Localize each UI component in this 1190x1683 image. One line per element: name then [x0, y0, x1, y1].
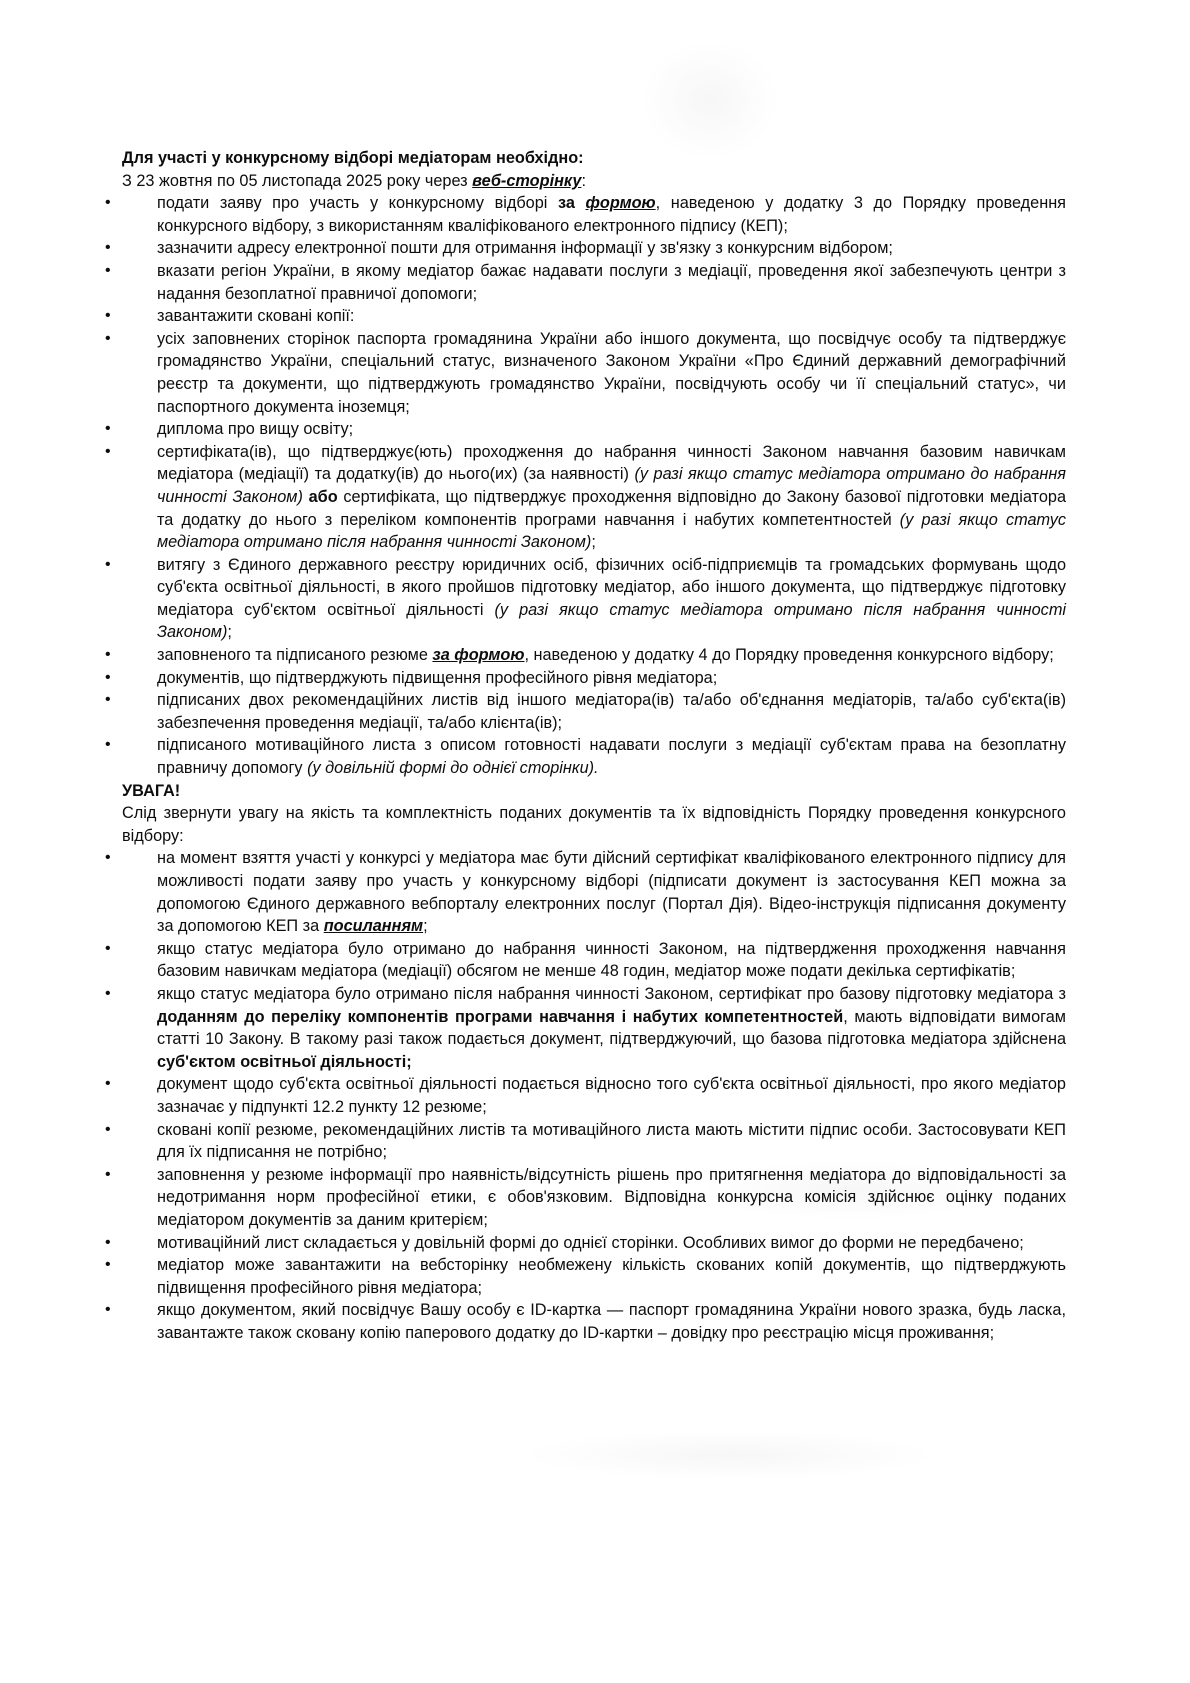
text-run: документів, що підтверджують підвищення професійного рівня медіатора; [157, 668, 718, 687]
text-run: сертифіката, що підтверджує проходження відповідно до Закону базової підготовки медіатора та додатку до нього з переліком компонентів програми навчання і набутих компетентностей [157, 487, 1067, 529]
list-item [122, 1299, 1066, 1344]
intro-prefix: З 23 жовтня по 05 листопада 2025 року через [122, 171, 473, 190]
intro-suffix: : [581, 171, 586, 190]
list-item [122, 328, 1066, 418]
scan-artifact [520, 1430, 940, 1480]
text-run: , наведеною у додатку 3 до Порядку проведення конкурсного відбору, з використанням кваліфікованого електронного підпису (КЕП); [157, 194, 1066, 235]
text-run: якщо документом, який посвідчує Вашу особу є ID-картка — паспорт громадянина України нового зразка, будь ласка, завантажте також сковану копію паперового додатку до ID-картки – довідку про реєстрацію місця проживання; [157, 1301, 1066, 1342]
text-run: ; [423, 917, 428, 936]
text-run: документ щодо суб'єкта освітньої діяльності подається відносно того суб'єкта освітньої діяльності, про якого медіатор зазначає у підпункті 12.2 пункту 12 резюме; [157, 1075, 1066, 1116]
text-run: якщо статус медіатора було отримано після набрання чинності Законом, сертифікат про базову підготовку медіатора з [157, 984, 1066, 1003]
list-item [122, 1073, 1066, 1118]
text-run: сертифіката(ів), що підтверджує(ють) проходження до набрання чинності Законом навчання базовим навичкам медіатора (медіації) та додатку(ів) до нього(их) (за наявності) [157, 442, 1066, 484]
text-run: доданням до переліку компонентів програми навчання і набутих компетентностей [157, 1007, 844, 1026]
list-item [122, 689, 1066, 734]
list-item [122, 192, 1066, 237]
list-item [122, 734, 1066, 779]
list-item [122, 237, 1066, 260]
list-item [122, 1232, 1066, 1255]
attention-heading: УВАГА! [122, 781, 181, 800]
text-run: усіх заповнених сторінок паспорта громадянина України або іншого документа, що посвідчує особу та підтверджує громадянство України, спеціальний статус, визначеного Законом України «Про Єдиний державний демографічний реєстр та документи, що підтверджують громадянство України, посвідчують особу чи її спеціальний статус», чи паспортного документа іноземця; [157, 329, 1066, 416]
text-run: підписаних двох рекомендаційних листів від іншого медіатора(ів) та/або об'єднання медіаторів, та/або суб'єкта(ів) забезпечення проведення медіації, та/або клієнта(ів); [157, 691, 1066, 732]
attention-intro: Слід звернути увагу на якість та комплектність поданих документів та їх відповідність Порядку проведення конкурсного відбору: [122, 804, 1066, 845]
list-item [122, 441, 1066, 554]
list-item [122, 983, 1066, 1073]
text-run: подати заяву про участь у конкурсному відборі [157, 194, 558, 213]
text-run: , наведеною у додатку 4 до Порядку проведення конкурсного відбору; [524, 646, 1054, 665]
text-run: суб'єктом освітньої діяльності; [157, 1052, 412, 1071]
list-item [122, 554, 1066, 644]
text-run: завантажити сковані копії: [157, 307, 355, 326]
list-item [122, 1119, 1066, 1164]
web-page-link[interactable]: веб-сторінку [472, 171, 582, 190]
inline-link[interactable]: посиланням [323, 917, 424, 936]
text-run: або [308, 487, 338, 506]
text-run: (у разі якщо статус медіатора отримано до набрання чинності Законом) [157, 465, 1067, 506]
document-heading: Для участі у конкурсному відборі медіаторам необхідно: [122, 149, 584, 167]
text-run: , мають відповідати вимогам статті 10 Закону. В такому разі також подається документ, підтверджуючий, що базова підготовка медіатора здійснена [157, 1007, 1067, 1049]
list-item [122, 418, 1066, 441]
inline-link[interactable]: за формою [432, 646, 525, 665]
text-run: заповнення у резюме інформації про наявність/відсутність рішень про притягнення медіатора до відповідальності за недотримання норм професійної етики, є обов'язковим. Відповідна конкурсна комісія здійснює оцінку поданих медіатором документів за даним критерієм; [157, 1165, 1066, 1229]
text-run: диплома про вищу освіту; [157, 420, 354, 439]
text-run: (у разі якщо статус медіатора отримано після набрання чинності Законом) [157, 600, 1066, 642]
notes-list [122, 847, 1066, 1344]
text-run: за [557, 194, 586, 213]
text-run: мотиваційний лист складається у довільній формі до однієї сторінки. Особливих вимог до форми не передбачено; [157, 1233, 1024, 1252]
list-item [122, 644, 1066, 667]
text-run: ; [591, 533, 596, 552]
text-run: підписаного мотиваційного листа з описом готовності надавати послуги з медіації суб'єктам права на безоплатну правничу допомогу [157, 736, 1066, 778]
scan-artifact [640, 40, 780, 160]
text-run: зазначити адресу електронної пошти для отримання інформації у зв'язку з конкурсним відбором; [157, 239, 893, 258]
text-run: заповненого та підписаного резюме [157, 646, 433, 665]
text-run: медіатор може завантажити на вебсторінку необмежену кількість скованих копій документів, що підтверджують підвищення професійного рівня медіатора; [157, 1256, 1066, 1297]
requirements-list [122, 192, 1066, 779]
text-run: на момент взяття участі у конкурсі у медіатора має бути дійсний сертифікат кваліфікованого електронного підпису для можливості подати заяву про участь у конкурсному відборі (підписати документ із застосування КЕП можна за допомогою Єдиного державного вебпорталу електронних послуг (Портал Дія). Відео-інструкція підписання документу за допомогою КЕП за [157, 849, 1066, 936]
list-item [122, 260, 1066, 305]
list-item [122, 1164, 1066, 1232]
list-item [122, 938, 1066, 983]
text-run: сковані копії резюме, рекомендаційних листів та мотиваційного листа мають містити підпис особи. Застосовувати КЕП для їх підписання не потрібно; [157, 1120, 1066, 1162]
text-run: вказати регіон України, в якому медіатор бажає надавати послуги з медіації, проведення якої забезпечують центри з надання безоплатної правничої допомоги; [157, 261, 1066, 303]
list-item [122, 1254, 1066, 1299]
list-item [122, 667, 1066, 690]
list-item [122, 847, 1066, 937]
text-run: ; [227, 623, 232, 642]
intro-line [122, 170, 1066, 193]
document-body [122, 147, 1066, 1344]
inline-link[interactable]: формою [585, 194, 656, 213]
text-run: (у довільній формі до однієї сторінки). [307, 759, 599, 778]
text-run: якщо статус медіатора було отримано до набрання чинності Законом, на підтвердження проходження навчання базовим навичкам медіатора (медіації) обсягом не менше 48 годин, медіатор може подати декілька сертифікатів; [157, 939, 1066, 981]
text-run: (у разі якщо статус медіатора отримано після набрання чинності Законом) [157, 510, 1066, 552]
list-item [122, 305, 1066, 328]
text-run: витягу з Єдиного державного реєстру юридичних осіб, фізичних осіб-підприємців та громадських формувань щодо суб'єкта освітньої діяльності, в якого пройшов підготовку медіатор, або іншого документа, що підтверджує підготовку медіатора суб'єктом освітньої діяльності [157, 555, 1066, 619]
